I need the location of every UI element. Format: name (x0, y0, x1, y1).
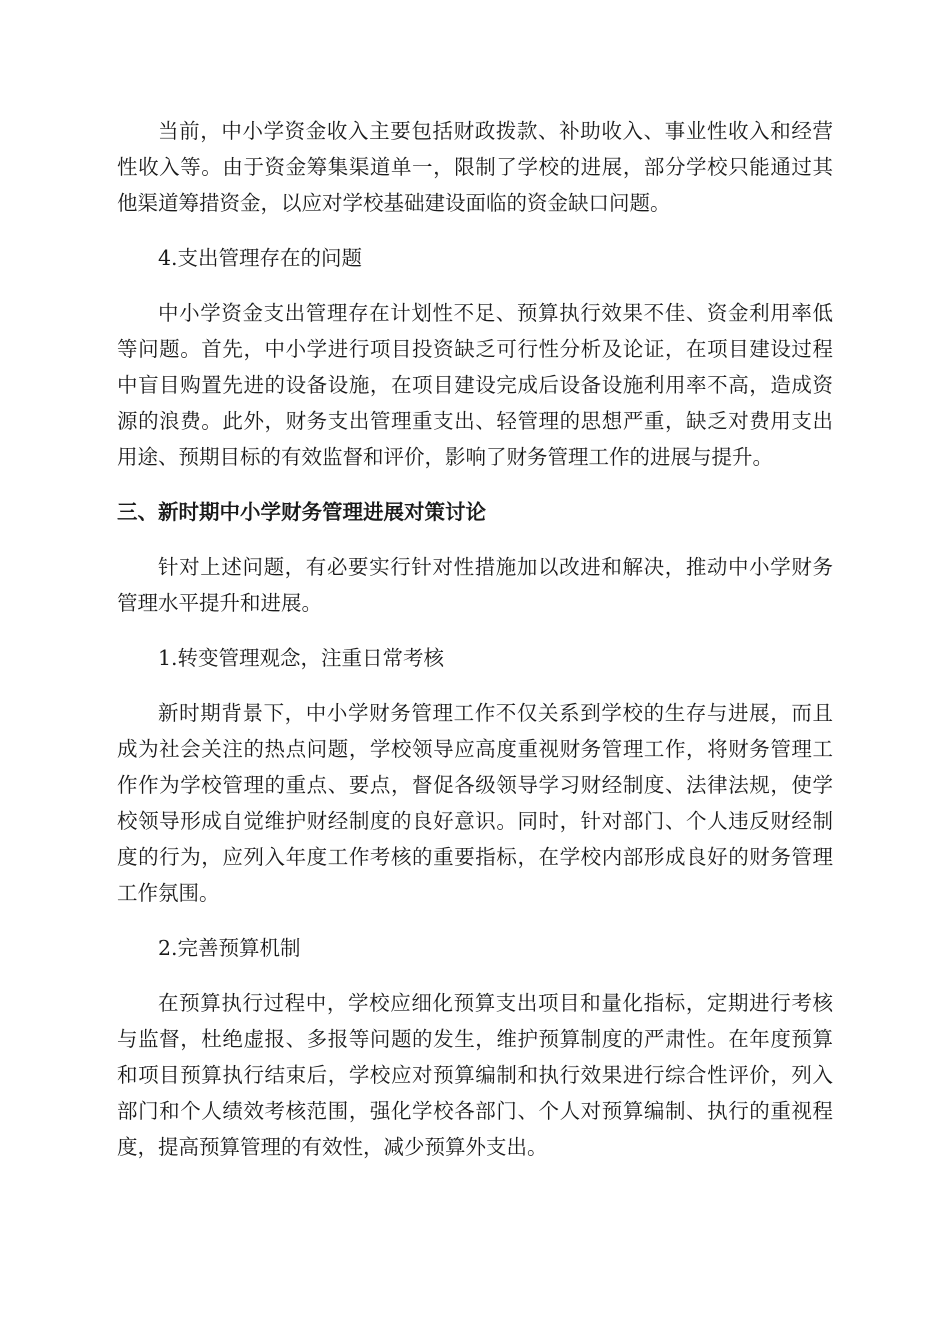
paragraph-funding-income: 当前，中小学资金收入主要包括财政拨款、补助收入、事业性收入和经营性收入等。由于资金筹集渠道单一，限制了学校的进展，部分学校只能通过其他渠道筹措资金，以应对学校基础建设面临的资金缺口问题。 (117, 119, 833, 215)
paragraph-countermeasures-intro: 针对上述问题，有必要实行针对性措施加以改进和解决，推动中小学财务管理水平提升和进展。 (117, 555, 833, 615)
subheading-expenditure-problems: 4.支出管理存在的问题 (158, 246, 363, 270)
paragraph-change-concepts: 新时期背景下，中小学财务管理工作不仅关系到学校的生存与进展，而且成为社会关注的热点问题，学校领导应高度重视财务管理工作，将财务管理工作作为学校管理的重点、要点，督促各级领导学习财经制度、法律法规，使学校领导形成自觉维护财经制度的良好意识。同时，针对部门、个人违反财经制度的行为，应列入年度工作考核的重要指标，在学校内部形成良好的财务管理工作氛围。 (117, 701, 833, 905)
subheading-change-concepts: 1.转变管理观念，注重日常考核 (158, 646, 445, 670)
subheading-budget-mechanism: 2.完善预算机制 (158, 936, 301, 960)
paragraph-budget-mechanism: 在预算执行过程中，学校应细化预算支出项目和量化指标，定期进行考核与监督，杜绝虚报、多报等问题的发生，维护预算制度的严肃性。在年度预算和项目预算执行结束后，学校应对预算编制和执行效果进行综合性评价，列入部门和个人绩效考核范围，强化学校各部门、个人对预算编制、执行的重视程度，提高预算管理的有效性，减少预算外支出。 (117, 991, 833, 1159)
paragraph-expenditure-management: 中小学资金支出管理存在计划性不足、预算执行效果不佳、资金利用率低等问题。首先，中小学进行项目投资缺乏可行性分析及论证，在项目建设过程中盲目购置先进的设备设施，在项目建设完成后设备设施利用率不高，造成资源的浪费。此外，财务支出管理重支出、轻管理的思想严重，缺乏对费用支出用途、预期目标的有效监督和评价，影响了财务管理工作的进展与提升。 (117, 301, 833, 469)
section-heading-countermeasures: 三、新时期中小学财务管理进展对策讨论 (117, 500, 486, 524)
document-page (117, 113, 833, 1184)
